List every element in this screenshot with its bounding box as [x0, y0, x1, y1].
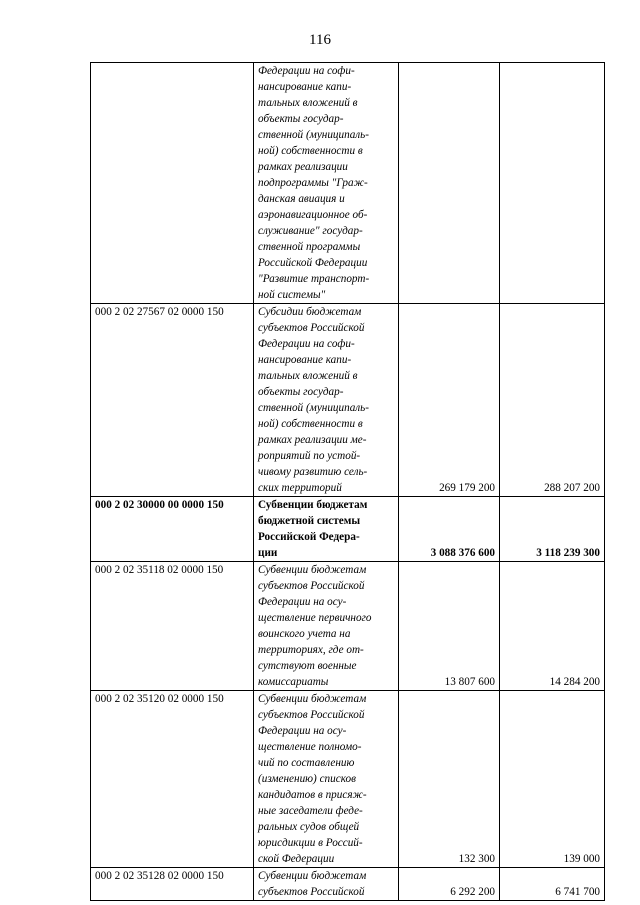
revenue-name-line: Федерации на осу- [258, 596, 347, 608]
revenue-name-line: Субвенции бюджетам [258, 564, 367, 576]
amount-year-2-cell: 6 741 700 [500, 868, 605, 901]
amount-year-2-cell: 288 207 200 [500, 304, 605, 497]
budget-code-cell: 000 2 02 35120 02 0000 150 [91, 691, 254, 868]
budget-code-cell [91, 63, 254, 304]
revenue-name-line: подпрограммы "Граж- [258, 177, 368, 189]
amount-year-1-cell: 13 807 600 [399, 562, 500, 691]
revenue-name-line: Субсидии бюджетам [258, 306, 362, 318]
table-row [91, 691, 605, 868]
revenue-name-line: Субвенции бюджетам [258, 499, 368, 511]
revenue-name-line: комиссариаты [258, 676, 329, 688]
amount-year-2-cell: 139 000 [500, 691, 605, 868]
revenue-name-line: рамках реализации ме- [258, 434, 367, 446]
page-number: 116 [309, 32, 331, 48]
revenue-name-line: субъектов Российской [258, 709, 365, 721]
amount-year-1-cell: 6 292 200 [399, 868, 500, 901]
revenue-name-cell [254, 497, 399, 562]
revenue-name-line: субъектов Российской [258, 886, 365, 898]
revenue-name-line: Российской Федера- [258, 531, 360, 543]
revenue-name-line: Субвенции бюджетам [258, 870, 367, 882]
budget-code-cell: 000 2 02 35118 02 0000 150 [91, 562, 254, 691]
revenue-name-line: ной) собственности в [258, 145, 363, 157]
amount-year-1-cell [399, 63, 500, 304]
amount-year-2-cell: 3 118 239 300 [500, 497, 605, 562]
revenue-name-line: ственной программы [258, 241, 361, 253]
budget-code-cell: 000 2 02 35128 02 0000 150 [91, 868, 254, 901]
revenue-name-line: субъектов Российской [258, 322, 365, 334]
revenue-name-line: ских территорий [258, 482, 342, 494]
amount-year-1-cell: 132 300 [399, 691, 500, 868]
revenue-name-line: ственной (муниципаль- [258, 129, 369, 141]
revenue-name-line: роприятий по устой- [258, 450, 361, 462]
budget-code-cell: 000 2 02 30000 00 0000 150 [91, 497, 254, 562]
revenue-name-line: ной системы" [258, 289, 326, 301]
table-body [91, 63, 605, 901]
revenue-name-line: данская авиация и [258, 193, 345, 205]
revenue-name-line: объекты государ- [258, 113, 344, 125]
revenue-name-line: Федерации на софи- [258, 338, 355, 350]
revenue-name-line: бюджетной системы [258, 515, 361, 527]
budget-revenue-table [90, 62, 605, 901]
revenue-name-line: Федерации на осу- [258, 725, 347, 737]
revenue-name-line: ской Федерации [258, 853, 335, 865]
revenue-name-line: ной) собственности в [258, 418, 363, 430]
amount-year-2-cell [500, 63, 605, 304]
budget-code-cell: 000 2 02 27567 02 0000 150 [91, 304, 254, 497]
revenue-name-line: чий по составлению [258, 757, 355, 769]
table-row [91, 304, 605, 497]
revenue-name-line: нансирование капи- [258, 354, 352, 366]
revenue-name-cell [254, 691, 399, 868]
revenue-name-line: ции [258, 547, 278, 559]
revenue-name-line: воинского учета на [258, 628, 351, 640]
revenue-name-line: аэронавигационное об- [258, 209, 368, 221]
revenue-name-cell [254, 63, 399, 304]
table-row [91, 868, 605, 901]
revenue-name-line: нансирование капи- [258, 81, 352, 93]
revenue-name-cell [254, 304, 399, 497]
revenue-name-line: объекты государ- [258, 386, 344, 398]
revenue-name-line: тальных вложений в [258, 97, 358, 109]
revenue-name-line: рамках реализации [258, 161, 348, 173]
revenue-name-line: (изменению) списков [258, 773, 356, 785]
amount-year-1-cell: 3 088 376 600 [399, 497, 500, 562]
revenue-name-cell [254, 868, 399, 901]
revenue-name-line: Федерации на софи- [258, 65, 355, 77]
table-row [91, 562, 605, 691]
table-row [91, 497, 605, 562]
revenue-name-line: ные заседатели феде- [258, 805, 363, 817]
revenue-name-cell [254, 562, 399, 691]
revenue-name-line: "Развитие транспорт- [258, 273, 370, 285]
revenue-name-line: служивание" государ- [258, 225, 363, 237]
table-row [91, 63, 605, 304]
revenue-name-line: ществление первичного [258, 612, 372, 624]
revenue-name-line: ральных судов общей [258, 821, 360, 833]
amount-year-2-cell: 14 284 200 [500, 562, 605, 691]
revenue-name-line: тальных вложений в [258, 370, 358, 382]
revenue-name-line: Субвенции бюджетам [258, 693, 367, 705]
revenue-name-line: сутствуют военные [258, 660, 357, 672]
revenue-name-line: ществление полномо- [258, 741, 362, 753]
revenue-name-line: субъектов Российской [258, 580, 365, 592]
revenue-name-line: ственной (муниципаль- [258, 402, 369, 414]
revenue-name-line: территориях, где от- [258, 644, 364, 656]
amount-year-1-cell: 269 179 200 [399, 304, 500, 497]
revenue-name-line: чивому развитию сель- [258, 466, 368, 478]
revenue-name-line: кандидатов в присяж- [258, 789, 367, 801]
revenue-name-line: Российской Федерации [258, 257, 368, 269]
revenue-name-line: юрисдикции в Россий- [258, 837, 363, 849]
